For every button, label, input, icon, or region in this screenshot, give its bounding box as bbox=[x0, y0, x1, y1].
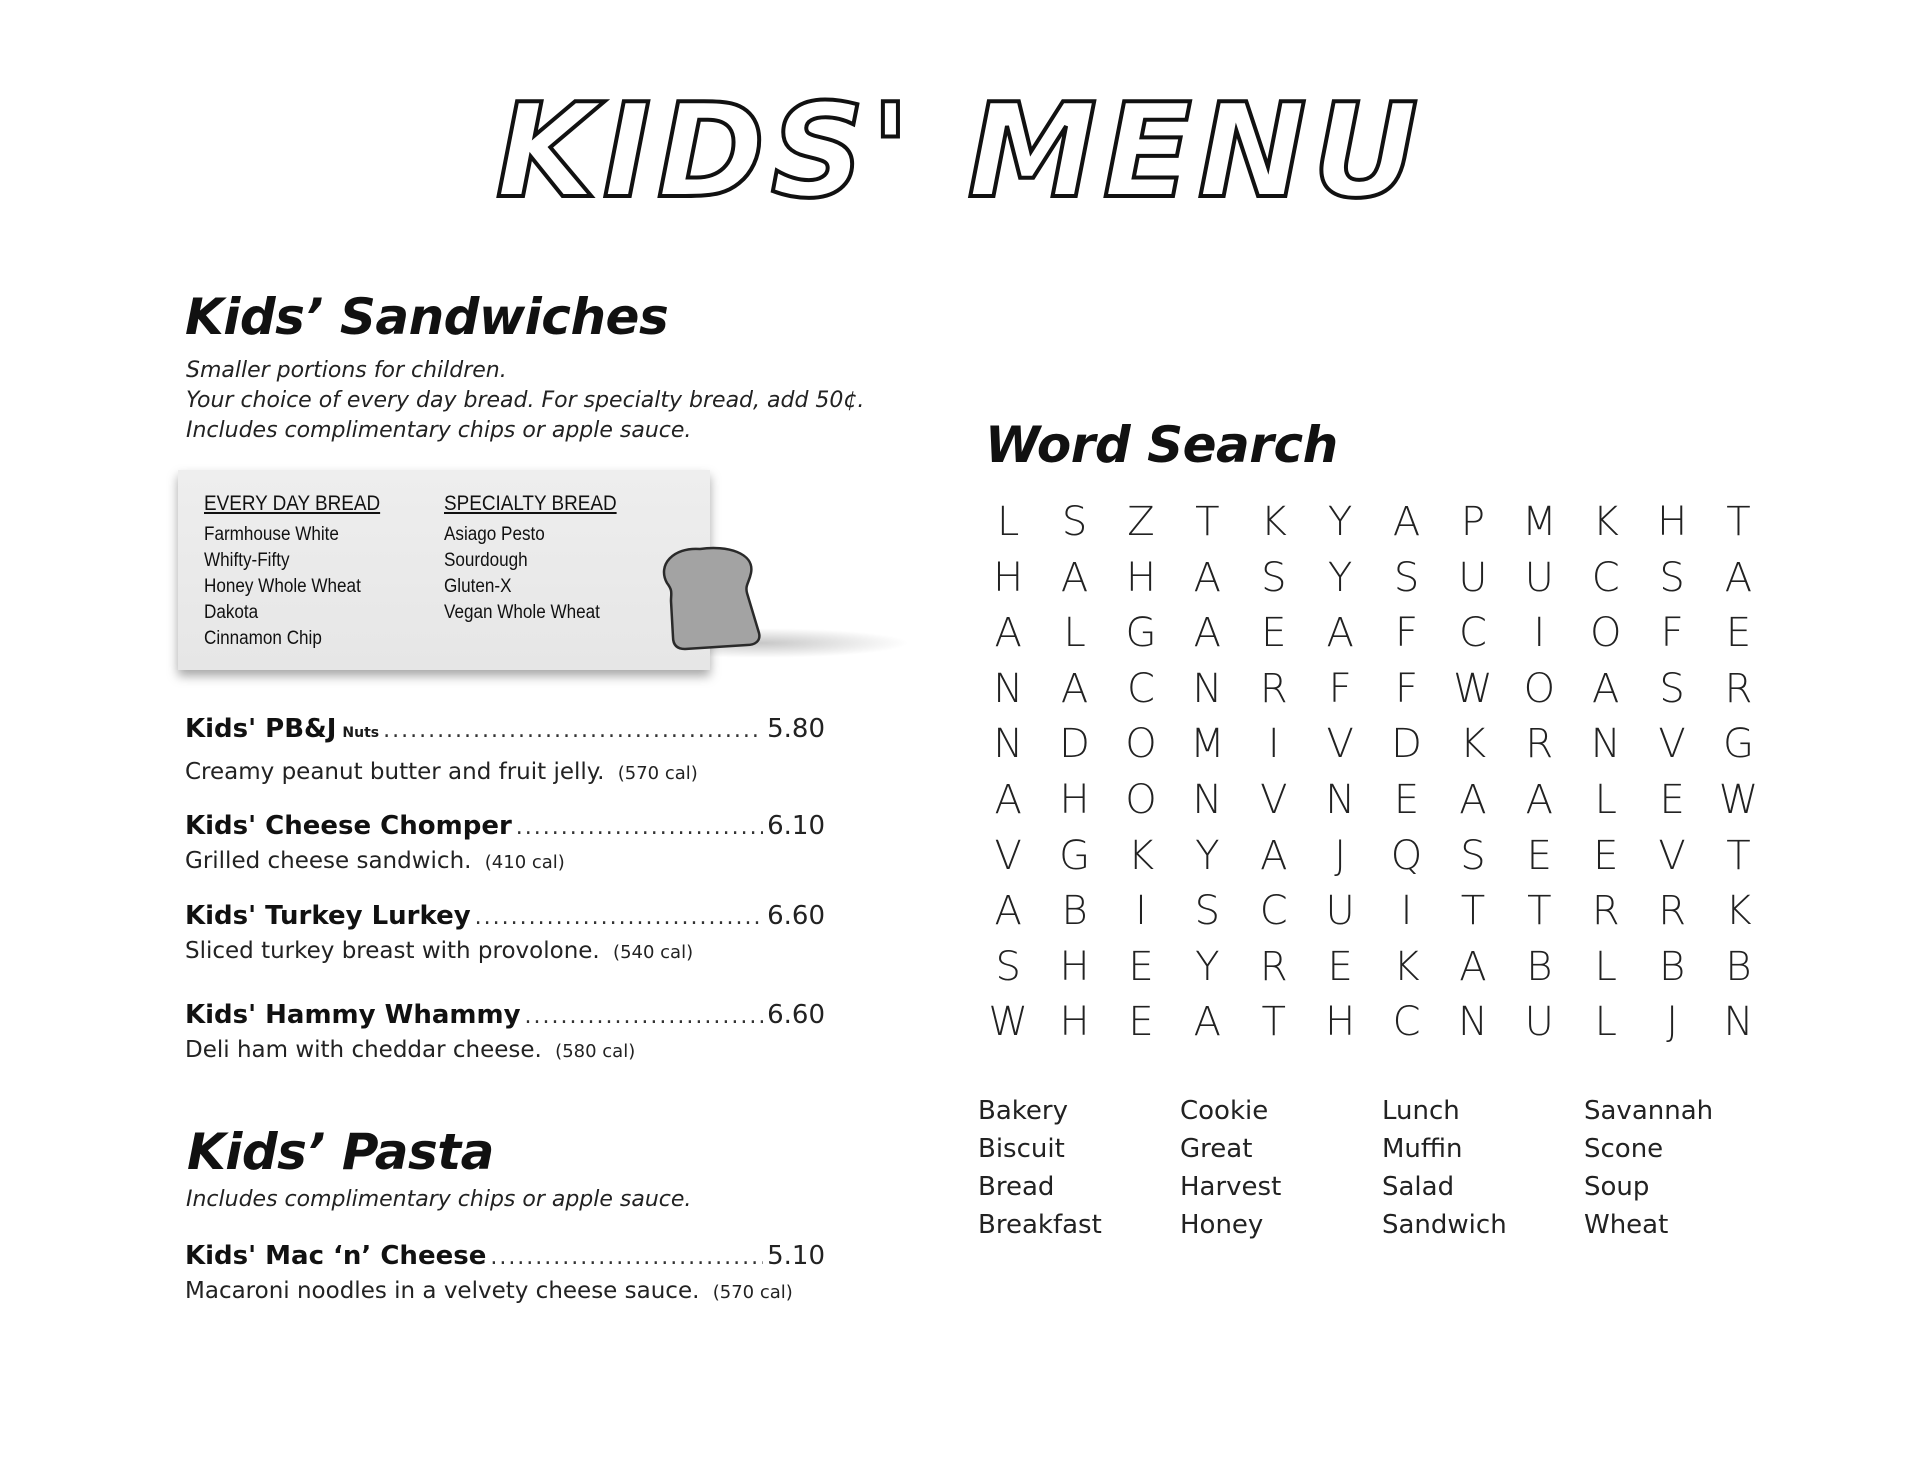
grid-letter: A bbox=[1193, 610, 1222, 657]
grid-letter: W bbox=[1453, 665, 1493, 712]
word-column bbox=[978, 1092, 1180, 1244]
grid-row bbox=[975, 773, 1772, 829]
bread-item: Cinnamon Chip bbox=[204, 628, 322, 649]
grid-row bbox=[975, 606, 1772, 662]
menu-item-pbj bbox=[185, 713, 825, 791]
grid-letter: A bbox=[994, 610, 1022, 657]
word-item: Breakfast bbox=[978, 1210, 1102, 1240]
word-item: Great bbox=[1180, 1134, 1253, 1164]
grid-letter: V bbox=[1658, 721, 1686, 768]
grid-letter: W bbox=[988, 999, 1028, 1046]
intro-line: Your choice of every day bread. For specialty bread, add 50¢. bbox=[186, 388, 865, 413]
item-description: Deli ham with cheddar cheese. bbox=[185, 1037, 542, 1063]
grid-letter: A bbox=[1193, 554, 1222, 601]
grid-letter: U bbox=[1325, 888, 1355, 935]
bread-item: Whifty-Fifty bbox=[204, 550, 290, 571]
grid-letter: O bbox=[1523, 665, 1556, 712]
grid-letter: H bbox=[993, 554, 1024, 601]
grid-letter: I bbox=[1533, 610, 1546, 657]
intro-line: Includes complimentary chips or apple sauce. bbox=[186, 1187, 692, 1212]
word-item: Soup bbox=[1584, 1172, 1650, 1202]
grid-letter: N bbox=[1723, 999, 1754, 1046]
grid-letter: N bbox=[993, 721, 1024, 768]
item-allergen-tag: Nuts bbox=[342, 725, 380, 741]
grid-letter: A bbox=[1592, 665, 1620, 712]
item-price: 6.10 bbox=[767, 811, 825, 841]
grid-letter: R bbox=[1259, 665, 1288, 712]
intro-line: Includes complimentary chips or apple sauce. bbox=[186, 418, 692, 443]
grid-letter: L bbox=[1594, 999, 1617, 1046]
grid-letter: F bbox=[1328, 665, 1352, 712]
bread-options-card bbox=[178, 470, 710, 670]
grid-letter: A bbox=[1459, 943, 1487, 990]
bread-item: Gluten-X bbox=[444, 576, 512, 597]
grid-letter: E bbox=[1526, 832, 1552, 879]
grid-letter: T bbox=[1460, 888, 1486, 935]
grid-letter: I bbox=[1135, 888, 1147, 935]
grid-letter: E bbox=[1659, 776, 1685, 823]
grid-letter: Q bbox=[1390, 832, 1423, 879]
item-calories: (570 cal) bbox=[712, 1282, 793, 1303]
item-price: 6.60 bbox=[767, 901, 825, 931]
sandwiches-heading: Kids’ Sandwiches bbox=[185, 288, 669, 346]
leader-dots bbox=[490, 1242, 763, 1274]
menu-title: KIDS' MENU bbox=[495, 75, 1425, 227]
leader-dots bbox=[383, 715, 763, 747]
item-name: Kids' Hammy Whammy bbox=[185, 1000, 521, 1030]
grid-letter: C bbox=[1127, 665, 1155, 712]
specialty-bread-header: SPECIALTY BREAD bbox=[444, 492, 617, 515]
grid-row bbox=[975, 829, 1772, 885]
grid-letter: R bbox=[1658, 888, 1686, 935]
item-calories: (580 cal) bbox=[555, 1041, 636, 1062]
grid-letter: S bbox=[995, 943, 1021, 990]
grid-letter: B bbox=[1061, 888, 1088, 935]
grid-letter: Y bbox=[1327, 499, 1353, 545]
grid-letter: Y bbox=[1195, 943, 1220, 990]
grid-letter: S bbox=[1261, 554, 1287, 601]
word-item: Honey bbox=[1180, 1210, 1264, 1240]
grid-letter: H bbox=[1059, 999, 1090, 1046]
grid-letter: R bbox=[1525, 721, 1554, 768]
grid-letter: J bbox=[1666, 999, 1678, 1046]
grid-letter: B bbox=[1725, 943, 1752, 990]
grid-letter: B bbox=[1659, 943, 1686, 990]
grid-letter: U bbox=[1524, 554, 1554, 601]
grid-letter: E bbox=[1725, 610, 1752, 657]
every-day-bread-header: EVERY DAY BREAD bbox=[204, 492, 381, 515]
bread-item: Farmhouse White bbox=[204, 524, 339, 545]
grid-letter: A bbox=[1724, 554, 1753, 601]
bread-slice-icon bbox=[655, 545, 765, 655]
grid-letter: V bbox=[994, 832, 1022, 879]
word-column bbox=[1382, 1092, 1584, 1244]
word-item: Harvest bbox=[1180, 1172, 1282, 1202]
grid-letter: N bbox=[1192, 665, 1223, 712]
grid-letter: H bbox=[1059, 943, 1090, 990]
grid-letter: V bbox=[1260, 776, 1288, 823]
grid-letter: O bbox=[1125, 721, 1157, 768]
grid-letter: E bbox=[1593, 832, 1619, 879]
grid-letter: U bbox=[1458, 554, 1488, 601]
grid-letter: A bbox=[994, 888, 1022, 935]
grid-row bbox=[975, 551, 1772, 607]
grid-letter: E bbox=[1128, 943, 1154, 990]
grid-letter: Z bbox=[1127, 499, 1155, 545]
grid-letter: T bbox=[1195, 499, 1220, 545]
grid-row bbox=[975, 717, 1772, 773]
grid-letter: C bbox=[1591, 554, 1620, 601]
item-description: Sliced turkey breast with provolone. bbox=[185, 938, 600, 964]
item-calories: (410 cal) bbox=[484, 852, 565, 873]
word-item: Bread bbox=[978, 1172, 1055, 1202]
grid-letter: F bbox=[1660, 610, 1684, 657]
grid-letter: A bbox=[1326, 610, 1354, 657]
grid-letter: E bbox=[1128, 999, 1154, 1046]
word-item: Salad bbox=[1382, 1172, 1455, 1202]
grid-letter: K bbox=[1260, 499, 1287, 545]
word-column bbox=[1584, 1092, 1786, 1244]
item-name: Kids' PB&J bbox=[185, 714, 337, 744]
grid-letter: K bbox=[1127, 832, 1155, 879]
grid-letter: S bbox=[1393, 554, 1420, 601]
grid-letter: S bbox=[1061, 499, 1088, 545]
grid-letter: C bbox=[1458, 610, 1487, 657]
grid-letter: N bbox=[1192, 776, 1223, 823]
word-item: Wheat bbox=[1584, 1210, 1669, 1240]
grid-letter: Y bbox=[1327, 554, 1353, 601]
bread-item: Honey Whole Wheat bbox=[204, 576, 361, 597]
grid-letter: A bbox=[1459, 776, 1487, 823]
grid-letter: D bbox=[1059, 721, 1090, 768]
grid-letter: P bbox=[1460, 499, 1485, 545]
word-item: Muffin bbox=[1382, 1134, 1463, 1164]
grid-letter: V bbox=[1658, 832, 1686, 879]
grid-letter: F bbox=[1395, 610, 1419, 657]
item-price: 5.80 bbox=[767, 714, 825, 744]
grid-letter: H bbox=[1657, 499, 1688, 545]
grid-letter: T bbox=[1726, 499, 1751, 545]
grid-letter: A bbox=[1525, 776, 1553, 823]
bread-item: Sourdough bbox=[444, 550, 528, 571]
item-price: 5.10 bbox=[767, 1241, 825, 1271]
grid-letter: J bbox=[1334, 832, 1347, 879]
grid-letter: E bbox=[1393, 776, 1420, 823]
grid-letter: R bbox=[1591, 888, 1620, 935]
grid-letter: A bbox=[1193, 999, 1222, 1046]
grid-letter: R bbox=[1724, 665, 1753, 712]
grid-letter: S bbox=[1460, 832, 1486, 879]
word-item: Bakery bbox=[978, 1096, 1068, 1126]
grid-letter: K bbox=[1725, 888, 1752, 935]
leader-dots bbox=[475, 902, 763, 934]
bread-item: Dakota bbox=[204, 602, 259, 623]
grid-letter: E bbox=[1261, 610, 1287, 657]
grid-letter: K bbox=[1459, 721, 1487, 768]
word-item: Scone bbox=[1584, 1134, 1664, 1164]
grid-row bbox=[975, 884, 1772, 940]
grid-letter: K bbox=[1592, 499, 1619, 545]
grid-letter: N bbox=[1457, 999, 1488, 1046]
word-item: Sandwich bbox=[1382, 1210, 1507, 1240]
grid-letter: L bbox=[1063, 610, 1086, 657]
grid-letter: O bbox=[1125, 776, 1157, 823]
grid-letter: N bbox=[1325, 776, 1356, 823]
word-item: Lunch bbox=[1382, 1096, 1460, 1126]
grid-letter: C bbox=[1259, 888, 1288, 935]
word-item: Savannah bbox=[1584, 1096, 1714, 1126]
grid-letter: I bbox=[1400, 888, 1413, 935]
word-search-word-list bbox=[978, 1092, 1786, 1244]
every-day-bread-list bbox=[204, 490, 380, 652]
menu-item-cheese-chomper bbox=[185, 810, 825, 880]
bread-item: Vegan Whole Wheat bbox=[444, 602, 600, 623]
grid-letter: V bbox=[1326, 721, 1354, 768]
grid-letter: C bbox=[1392, 999, 1421, 1046]
grid-letter: F bbox=[1395, 665, 1419, 712]
grid-letter: S bbox=[1659, 554, 1685, 601]
pasta-intro bbox=[186, 1185, 691, 1215]
grid-letter: T bbox=[1261, 999, 1286, 1046]
grid-row bbox=[975, 995, 1772, 1051]
grid-letter: N bbox=[1590, 721, 1621, 768]
grid-letter: A bbox=[994, 776, 1022, 823]
grid-row bbox=[975, 662, 1772, 718]
word-column bbox=[1180, 1092, 1382, 1244]
grid-letter: O bbox=[1589, 610, 1622, 657]
grid-letter: H bbox=[1125, 554, 1157, 601]
grid-letter: A bbox=[1060, 665, 1089, 712]
grid-letter: G bbox=[1722, 721, 1754, 768]
grid-letter: S bbox=[1194, 888, 1221, 935]
intro-line: Smaller portions for children. bbox=[186, 358, 507, 383]
item-price: 6.60 bbox=[767, 1000, 825, 1030]
grid-letter: S bbox=[1659, 665, 1685, 712]
grid-letter: L bbox=[1594, 776, 1617, 823]
item-name: Kids' Mac ‘n’ Cheese bbox=[185, 1241, 487, 1271]
leader-dots bbox=[516, 812, 763, 844]
item-description: Macaroni noodles in a velvety cheese sauce. bbox=[185, 1278, 700, 1304]
item-description: Creamy peanut butter and fruit jelly. bbox=[185, 759, 605, 785]
item-calories: (570 cal) bbox=[617, 763, 698, 784]
menu-item-hammy-whammy bbox=[185, 999, 825, 1069]
grid-row bbox=[975, 495, 1772, 551]
grid-letter: G bbox=[1059, 832, 1091, 879]
grid-letter: W bbox=[1718, 776, 1759, 823]
grid-letter: A bbox=[1060, 554, 1089, 601]
grid-letter: N bbox=[993, 665, 1024, 712]
grid-letter: H bbox=[1325, 999, 1356, 1046]
grid-letter: T bbox=[1527, 888, 1552, 935]
grid-letter: K bbox=[1393, 943, 1420, 990]
sandwiches-intro bbox=[186, 356, 864, 446]
word-item: Biscuit bbox=[978, 1134, 1065, 1164]
grid-letter: R bbox=[1259, 943, 1288, 990]
grid-letter: Y bbox=[1195, 832, 1220, 879]
pasta-heading: Kids’ Pasta bbox=[187, 1123, 494, 1181]
word-search-heading: Word Search bbox=[985, 416, 1338, 474]
grid-letter: H bbox=[1059, 776, 1090, 823]
grid-letter: A bbox=[1392, 499, 1421, 545]
grid-letter: G bbox=[1125, 610, 1157, 657]
bread-item: Asiago Pesto bbox=[444, 524, 545, 545]
grid-letter: U bbox=[1524, 999, 1554, 1046]
grid-letter: M bbox=[1190, 721, 1225, 768]
menu-item-turkey-lurkey bbox=[185, 900, 825, 970]
menu-item-mac-n-cheese bbox=[185, 1240, 825, 1310]
grid-letter: T bbox=[1726, 832, 1751, 879]
specialty-bread-list bbox=[444, 490, 617, 626]
grid-letter: A bbox=[1260, 832, 1288, 879]
item-name: Kids' Cheese Chomper bbox=[185, 811, 512, 841]
grid-letter: E bbox=[1327, 943, 1353, 990]
grid-row bbox=[975, 940, 1772, 996]
item-name: Kids' Turkey Lurkey bbox=[185, 901, 471, 931]
grid-letter: M bbox=[1522, 499, 1557, 545]
grid-letter: L bbox=[997, 499, 1020, 545]
word-search-grid bbox=[975, 495, 1772, 1051]
item-calories: (540 cal) bbox=[613, 942, 694, 963]
leader-dots bbox=[525, 1001, 764, 1033]
grid-letter: D bbox=[1391, 721, 1422, 768]
word-item: Cookie bbox=[1180, 1096, 1269, 1126]
grid-letter: I bbox=[1267, 721, 1280, 768]
grid-letter: B bbox=[1526, 943, 1553, 990]
grid-letter: L bbox=[1594, 943, 1617, 990]
item-description: Grilled cheese sandwich. bbox=[185, 848, 472, 874]
